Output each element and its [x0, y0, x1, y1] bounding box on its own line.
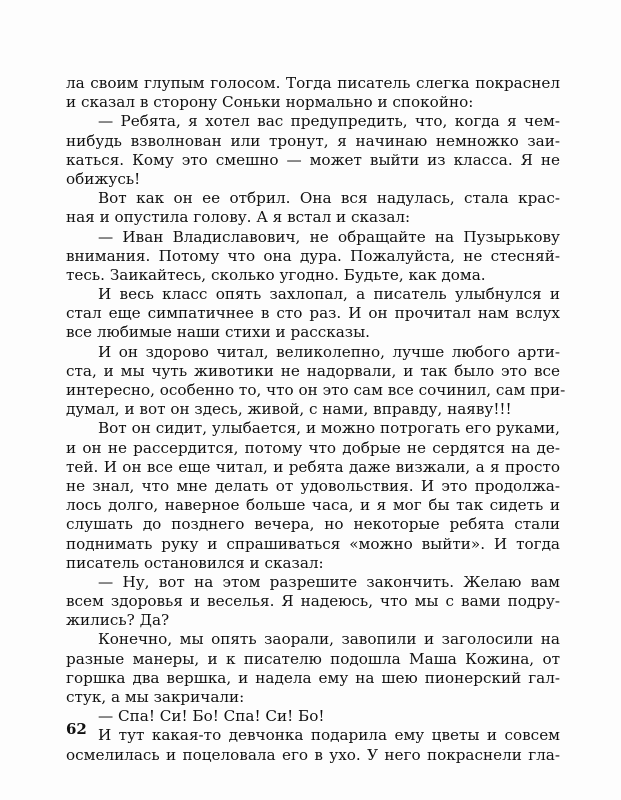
text-line: каться. Кому это смешно — может выйти из класса. Я не	[66, 150, 560, 169]
text-line: И он здорово читал, великолепно, лучше любого арти-	[98, 342, 560, 361]
text-line: стук, а мы закричали:	[66, 688, 245, 706]
text-line: тесь. Заикайтесь, сколько угодно. Будьте, как дома.	[66, 265, 486, 284]
text-line: и он не рассердится, потому что добрые не сердятся на де-	[66, 438, 560, 457]
text-line: ла своим глупым голосом. Тогда писатель слегка покраснел	[66, 74, 560, 92]
text-line: горшка два вершка, и надела ему на шею пионерский гал-	[66, 668, 560, 687]
text-line: думал, и вот он здесь, живой, с нами, вправду, наяву!!!	[66, 400, 512, 419]
text-line: — Иван Владиславович, не обращайте на Пузырькову	[98, 227, 560, 246]
text-line: все любимые наши стихи и рассказы.	[66, 323, 371, 342]
body-text	[66, 74, 566, 765]
text-line: тей. И он все еще читал, и ребята даже визжали, а я просто	[66, 457, 560, 476]
text-line: всем здоровья и веселья. Я надеюсь, что мы с вами подру-	[66, 592, 560, 611]
text-line: стал еще симпатичнее в сто раз. И он прочитал нам вслух	[66, 304, 560, 323]
text-line: — Ребята, я хотел вас предупредить, что, когда я чем-	[98, 112, 560, 131]
page-number: 62	[66, 720, 87, 738]
text-line: жились? Да?	[66, 611, 170, 630]
text-line: разные манеры, и к писателю подошла Маша Кожина, от	[66, 649, 560, 668]
text-line: ная и опустила голову. А я встал и сказал:	[66, 208, 411, 227]
text-line: обижусь!	[66, 169, 141, 188]
text-line: лось долго, наверное больше часа, и я мог бы так сидеть и	[66, 496, 560, 515]
text-line: не знал, что мне делать от удовольствия. И это продолжа-	[66, 476, 560, 495]
text-line: — Ну, вот на этом разрешите закончить. Желаю вам	[98, 572, 560, 591]
text-line: и сказал в сторону Соньки нормально и спокойно:	[66, 93, 474, 112]
text-line: Конечно, мы опять заорали, завопили и заголосили на	[98, 630, 560, 649]
text-line: Вот как он ее отбрил. Она вся надулась, стала крас-	[98, 189, 560, 208]
text-line: И весь класс опять захлопал, а писатель улыбнулся и	[98, 285, 560, 304]
text-line: — Спа! Си! Бо! Спа! Си! Бо!	[98, 707, 325, 726]
text-line: Вот он сидит, улыбается, и можно потрогать его руками,	[98, 419, 560, 438]
text-line: интересно, особенно то, что он это сам все сочинил, сам при-	[66, 381, 566, 399]
text-line: слушать до позднего вечера, но некоторые ребята стали	[66, 515, 560, 534]
text-line: внимания. Потому что она дура. Пожалуйста, не стесняй-	[66, 246, 560, 265]
text-line: осмелилась и поцеловала его в ухо. У него покраснели гла-	[66, 745, 560, 764]
text-line: ста, и мы чуть животики не надорвали, и так было это все	[66, 361, 560, 380]
text-line: И тут какая-то девчонка подарила ему цветы и совсем	[98, 726, 560, 745]
text-line: писатель остановился и сказал:	[66, 553, 324, 572]
text-line: поднимать руку и спрашиваться «можно выйти». И тогда	[66, 534, 560, 553]
text-line: нибудь взволнован или тронут, я начинаю немножко заи-	[66, 131, 560, 150]
